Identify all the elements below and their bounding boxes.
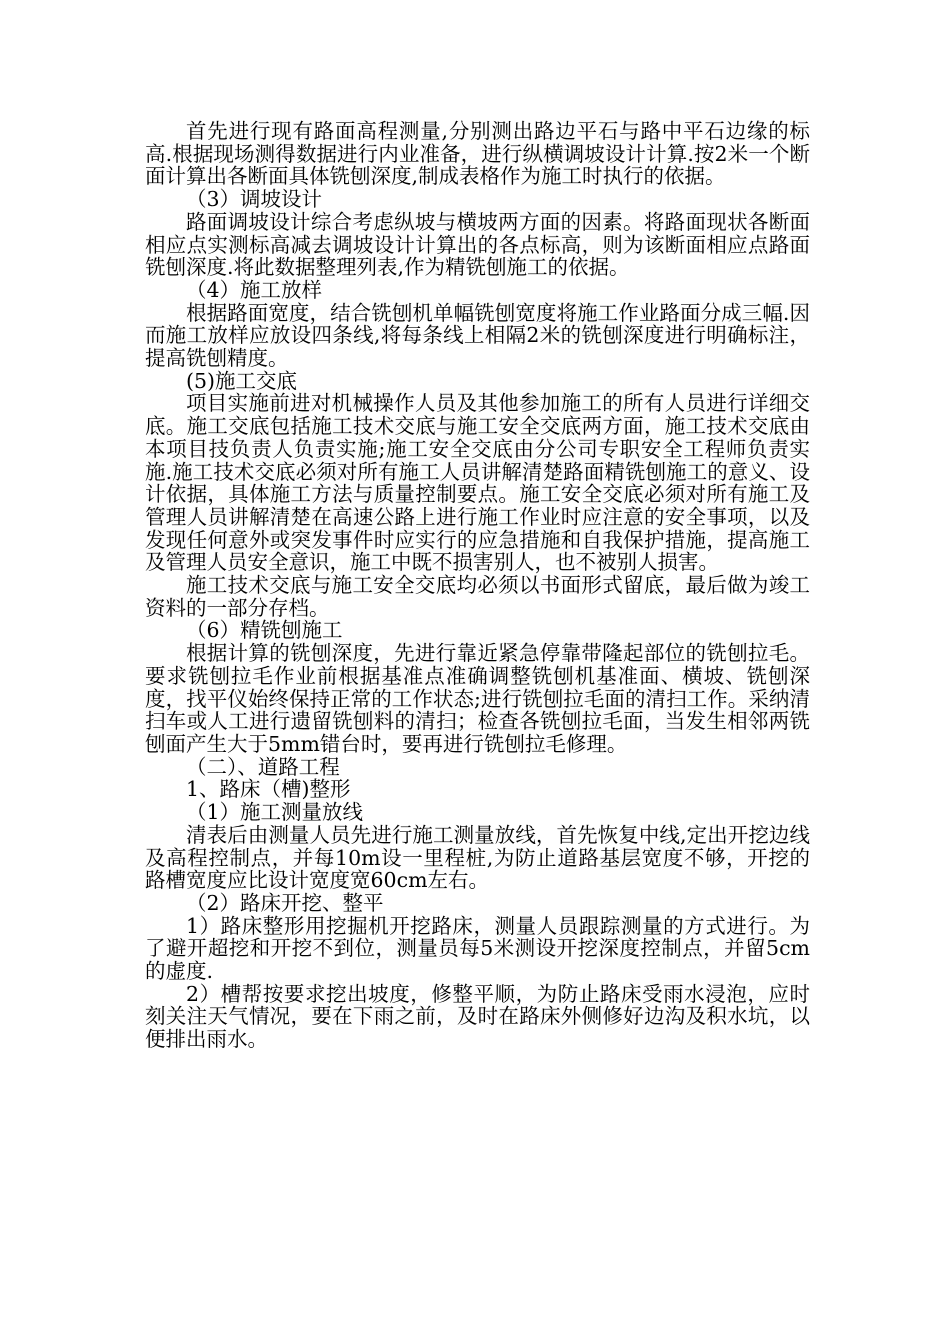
heading-layout: （4）施工放样	[186, 277, 323, 302]
heading-excavation: （2）路床开挖、整平	[186, 890, 384, 915]
paragraph-survey: 首先进行现有路面高程测量,分别测出路边平石与路中平石边缘的标高.根据现场测得数据进行内业准备，进行纵横调坡设计计算.按2米一个断面计算出各断面具体铣刨深度,制成表格作为施工时执行的依据。	[145, 119, 810, 189]
paragraph-survey-setout: 清表后由测量人员先进行施工测量放线，首先恢复中线,定出开挖边线及高程控制点，并每10m设一里程桩,为防止道路基层宽度不够，开挖的路槽宽度应比设计宽度宽60cm左右。	[145, 822, 810, 893]
paragraph-excavation-2: 2）槽帮按要求挖出坡度，修整平顺，为防止路床受雨水浸泡，应时刻关注天气情况，要在下雨之前，及时在路床外侧修好边沟及积水坑，以便排出雨水。	[145, 981, 810, 1052]
paragraph-slope-design: 路面调坡设计综合考虑纵坡与横坡两方面的因素。将路面现状各断面相应点实测标高减去调坡设计计算出的各点标高，则为该断面相应点路面铣刨深度.将此数据整理列表,作为精铣刨施工的依据。	[145, 209, 810, 280]
paragraph-layout: 根据路面宽度，结合铣刨机单幅铣刨宽度将施工作业路面分成三幅.因而施工放样应放设四条线,将每条线上相隔2米的铣刨深度进行明确标注，提高铣刨精度。	[145, 300, 810, 371]
document-page	[145, 120, 810, 1051]
paragraph-briefing: 项目实施前进对机械操作人员及其他参加施工的所有人员进行详细交底。施工交底包括施工技术交底与施工安全交底两方面，施工技术交底由本项目技负责人负责实施;施工安全交底由分公司专职安全工程师负责实施.施工技术交底必须对所有施工人员讲解清楚路面精铣刨施工的意义、设计依据，具体施工方法与质量控制要点。施工安全交底必须对所有施工及管理人员讲解清楚在高速公路上进行施工作业时应注意的安全事项，以及发现任何意外或突发事件时应实行的应急措施和自我保护措施，提高施工及管理人员安全意识，施工中既不损害别人，也不被别人损害。	[145, 391, 810, 575]
paragraph-excavation-1: 1）路床整形用挖掘机开挖路床，测量人员跟踪测量的方式进行。为了避开超挖和开挖不到位，测量员每5米测设开挖深度控制点，并留5cm的虚度.	[145, 913, 810, 984]
paragraph-fine-milling: 根据计算的铣刨深度，先进行靠近紧急停靠带隆起部位的铣刨拉毛。要求铣刨拉毛作业前根据基准点准确调整铣刨机基准面、横坡、铣刨深度，找平仪始终保持正常的工作状态;进行铣刨拉毛面的清扫工作。采纳清扫车或人工进行遗留铣刨料的清扫；检查各铣刨拉毛面，当发生相邻两铣刨面产生大于5mm错台时，要再进行铣刨拉毛修理。	[145, 641, 810, 756]
paragraph-briefing-archive: 施工技术交底与施工安全交底均必须以书面形式留底，最后做为竣工资料的一部分存档。	[145, 573, 810, 620]
heading-road-works: （二）、道路工程	[186, 754, 340, 779]
heading-slope-design: （3）调坡设计	[186, 187, 323, 212]
heading-subgrade-shaping: 1、路床（槽)整形	[186, 777, 351, 802]
heading-briefing: (5)施工交底	[186, 368, 298, 393]
heading-fine-milling: （6）精铣刨施工	[186, 618, 343, 643]
heading-survey-setout: （1）施工测量放线	[186, 800, 364, 825]
